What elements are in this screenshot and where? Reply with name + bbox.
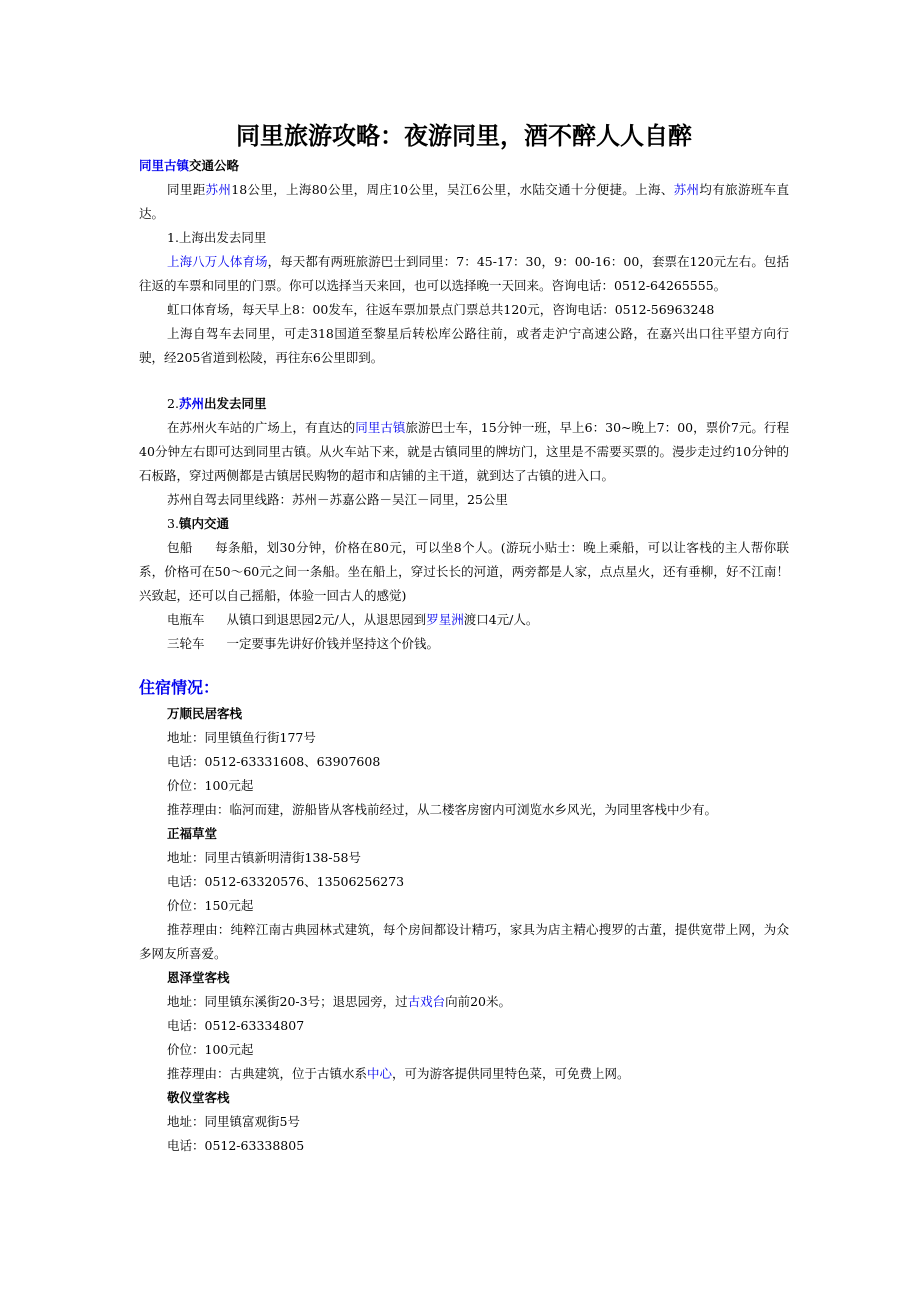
document-page [139, 118, 789, 1158]
inn-name: 恩泽堂客栈 [167, 970, 230, 985]
section-2-para-2: 苏州自驾去同里线路：苏州－苏嘉公路－吴江－同里，25公里 [167, 492, 508, 507]
inn-reason: 推荐理由：古典建筑，位于古镇水系中心，可为游客提供同里特色菜，可免费上网。 [167, 1066, 630, 1081]
inn-address: 地址：同里镇东溪街20-3号；退思园旁，过古戏台向前20米。 [167, 994, 512, 1009]
section-3-title: 3.镇内交通 [167, 516, 229, 531]
lodging-heading: 住宿情况： [139, 678, 220, 697]
section-1-para-2: 虹口体育场，每天早上8：00发车，往返车票加景点门票总共120元，咨询电话：0512-56963248 [167, 302, 715, 317]
section-2-title: 2.苏州出发去同里 [167, 396, 267, 411]
inn-phone: 电话：0512-63338805 [167, 1138, 305, 1153]
inn-phone: 电话：0512-63331608、63907608 [167, 754, 381, 769]
traffic-intro: 同里距苏州18公里，上海80公里，周庄10公里，吴江6公里，水陆交通十分便捷。上海、苏州均有旅游班车直达。 [139, 182, 789, 221]
inn-price: 价位：100元起 [167, 1042, 254, 1057]
inn-name: 万顺民居客栈 [167, 706, 243, 721]
inn-phone: 电话：0512-63334807 [167, 1018, 305, 1033]
inn-address: 地址：同里古镇新明清街138-58号 [167, 850, 361, 865]
tricycle-para: 三轮车 一定要事先讲好价钱并坚持这个价钱。 [167, 636, 440, 651]
suzhou-link[interactable]: 苏州 [205, 182, 232, 197]
ev-para: 电瓶车 从镇口到退思园2元/人，从退思园到罗星洲渡口4元/人。 [167, 612, 539, 627]
boat-para: 包船 每条船，划30分钟，价格在80元，可以坐8个人。(游玩小贴士：晚上乘船，可以让客栈的主人帮你联系，价格可在50～60元之间一条船。坐在船上，穿过长长的河道，两旁都是人家，点点星火，还有垂柳，好不江南！兴致起，还可以自己摇船，体验一回古人的感觉) [139, 540, 789, 603]
suzhou-link[interactable]: 苏州 [673, 182, 700, 197]
center-link[interactable]: 中心 [367, 1066, 393, 1081]
inn-price: 价位：150元起 [167, 898, 254, 913]
tongli-link[interactable]: 同里古镇 [139, 158, 190, 173]
inn-reason: 推荐理由：临河而建，游船皆从客栈前经过，从二楼客房窗内可浏览水乡风光，为同里客栈中少有。 [167, 802, 718, 817]
page-title: 同里旅游攻略：夜游同里，酒不醉人人自醉 [236, 121, 692, 150]
opera-stage-link[interactable]: 古戏台 [407, 994, 446, 1009]
section-1-para-1: 上海八万人体育场，每天都有两班旅游巴士到同里：7：45-17：30，9：00-16：00，套票在120元左右。包括往返的车票和同里的门票。你可以选择当天来回，也可以选择晚一天回来。咨询电话：0512-64265555。 [139, 254, 789, 293]
inn-address: 地址：同里镇鱼行街177号 [167, 730, 316, 745]
traffic-heading: 同里古镇交通公略 [139, 158, 240, 173]
inn-reason: 推荐理由：纯粹江南古典园林式建筑，每个房间都设计精巧，家具为店主精心搜罗的古董，提供宽带上网，为众多网友所喜爱。 [139, 922, 789, 961]
section-2-para-1: 在苏州火车站的广场上，有直达的同里古镇旅游巴士车，15分钟一班，早上6：30~晚上7：00，票价7元。行程40分钟左右即可达到同里古镇。从火车站下来，就是古镇同里的牌坊门，这里是不需要买票的。漫步走过约10分钟的石板路，穿过两侧都是古镇居民购物的超市和店铺的主干道，就到达了古镇的进入口。 [139, 420, 789, 483]
tongli-link[interactable]: 同里古镇 [355, 420, 406, 435]
inn-phone: 电话：0512-63320576、13506256273 [167, 874, 405, 889]
luoxingzhou-link[interactable]: 罗星洲 [426, 612, 464, 627]
inn-name: 正福草堂 [167, 826, 218, 841]
section-1-para-3: 上海自驾车去同里，可走318国道至黎星后转松库公路往前，或者走沪宁高速公路，在嘉兴出口往平望方向行驶，经205省道到松陵，再往东6公里即到。 [139, 326, 789, 365]
stadium-link[interactable]: 上海八万人体育场 [167, 254, 268, 269]
suzhou-link[interactable]: 苏州 [178, 396, 204, 411]
inn-price: 价位：100元起 [167, 778, 254, 793]
inn-name: 敬仪堂客栈 [167, 1090, 230, 1105]
inn-address: 地址：同里镇富观街5号 [167, 1114, 300, 1129]
section-1-title: 1.上海出发去同里 [167, 230, 267, 245]
